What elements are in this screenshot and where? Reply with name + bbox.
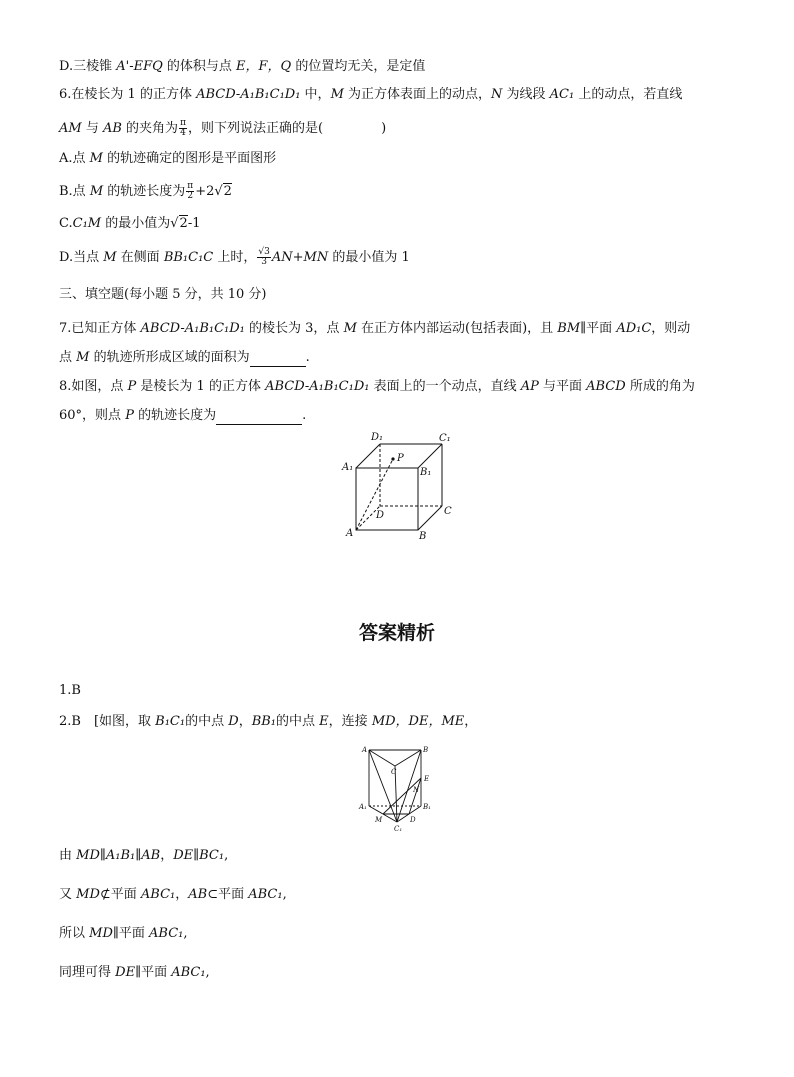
- point-m: M: [76, 350, 90, 365]
- text: ，: [464, 714, 478, 729]
- label-b: B: [423, 746, 429, 754]
- label-a1: A₁: [359, 803, 367, 811]
- point-m: M: [89, 151, 103, 166]
- text: ,: [224, 848, 229, 863]
- text: 中，: [300, 87, 331, 102]
- text: 点: [59, 350, 77, 365]
- point-p-dot: [391, 457, 394, 460]
- text: ): [381, 121, 387, 136]
- plane-name: AD₁C: [616, 321, 652, 336]
- point-d: D: [228, 714, 239, 729]
- segment-md: MD: [89, 926, 113, 941]
- q8-stem-line1: [59, 378, 695, 396]
- plane-name: ABC₁: [149, 926, 184, 941]
- text: ⊄平面: [99, 887, 141, 902]
- segment-ac1: [369, 750, 397, 822]
- text: 在正方体内部运动(包括表面)，且: [356, 321, 558, 336]
- tetrahedron-name: A'-EFQ: [116, 59, 163, 74]
- point-m: M: [103, 250, 117, 265]
- answer-blank: [216, 410, 302, 425]
- fraction: [186, 182, 194, 201]
- fraction: [179, 119, 187, 138]
- plane-name: ABC₁: [171, 965, 206, 980]
- text: 的轨迹长度为: [103, 184, 186, 199]
- label-c1: C₁: [439, 433, 451, 444]
- plane-name: ABC₁: [140, 887, 176, 902]
- plane-name: ABCD: [586, 379, 626, 394]
- line-am: AM: [59, 121, 82, 136]
- q5-option-d: [59, 58, 425, 76]
- q6-option-b: [59, 182, 232, 201]
- fraction-numerator: π: [180, 118, 186, 128]
- text: ，则下列说法正确的是(: [187, 121, 324, 136]
- point-p: P: [125, 408, 134, 423]
- q6-option-a: [59, 150, 276, 168]
- label-n: N: [413, 786, 420, 794]
- label-b1: B₁: [420, 467, 432, 478]
- label-d: D: [410, 816, 416, 824]
- text: 的轨迹长度为: [133, 408, 217, 423]
- answer-2-line4: [59, 925, 188, 943]
- text: 表面上的一个动点，直线: [369, 379, 521, 394]
- edge-bc: [395, 750, 421, 766]
- point-n: N: [491, 87, 503, 102]
- segment-md: MD: [76, 887, 100, 902]
- q8-stem-line2: [59, 407, 306, 425]
- answers-heading: 答案精析: [358, 622, 435, 644]
- point-m: M: [330, 87, 344, 102]
- label-m: M: [375, 816, 383, 824]
- edge-ac: [369, 750, 395, 766]
- text: 的体积与点: [162, 59, 237, 74]
- plane-name: ABC₁: [248, 887, 283, 902]
- cube-name: ABCD-A₁B₁C₁D₁: [140, 321, 245, 336]
- text: 60°，则点: [59, 408, 126, 423]
- text: 所成的角为: [625, 379, 695, 394]
- text: ,: [183, 926, 188, 941]
- segment-de: DE: [115, 965, 136, 980]
- text: 的中点: [276, 714, 320, 729]
- text: A.点: [59, 151, 90, 166]
- text: -1: [187, 216, 201, 231]
- prism-figure: [357, 742, 439, 836]
- cube-front-face: [356, 468, 418, 530]
- text: 8.如图，点: [59, 379, 128, 394]
- fraction: [257, 248, 270, 267]
- point-e: E: [319, 714, 329, 729]
- text: 的轨迹确定的图形是平面图形: [102, 151, 277, 166]
- text: ，: [238, 714, 252, 729]
- fraction-denominator: 3: [261, 257, 267, 267]
- section-heading-fill-in: 三、填空题(每小题 5 分，共 10 分): [59, 287, 267, 302]
- segment-ab: AB: [188, 887, 208, 902]
- text: B.点: [59, 184, 90, 199]
- point-names: E，F，Q: [236, 59, 292, 74]
- text: 的中点: [185, 714, 229, 729]
- label-a: A: [346, 528, 354, 539]
- expression: MD∥A₁B₁∥AB: [76, 848, 161, 863]
- line-ap: AP: [520, 379, 539, 394]
- text: ,: [282, 887, 287, 902]
- text: 的最小值为: [101, 216, 171, 231]
- answer-blank: [250, 352, 306, 367]
- text: C.: [59, 216, 73, 231]
- segment-an: AN: [271, 250, 293, 265]
- text: ，: [160, 848, 174, 863]
- segment-b1c1: B₁C₁: [155, 714, 186, 729]
- q6-option-c: [59, 215, 201, 233]
- label-a: A: [362, 746, 368, 754]
- sqrt-radicand: 2: [223, 184, 232, 199]
- text: +: [292, 250, 304, 265]
- point-m: M: [343, 321, 357, 336]
- segment-bb1: BB₁: [251, 714, 277, 729]
- text: ，连接: [328, 714, 372, 729]
- edge-b1c1: [418, 444, 442, 468]
- cube-name: ABCD-A₁B₁C₁D₁: [196, 87, 301, 102]
- point-m: M: [89, 184, 104, 199]
- text: D.当点: [59, 250, 104, 265]
- text: 是棱长为 1 的正方体: [136, 379, 266, 394]
- text: D.三棱锥: [59, 59, 117, 74]
- text: 为线段: [502, 87, 550, 102]
- text: 同理可得: [59, 965, 116, 980]
- line-ab: AB: [102, 121, 122, 136]
- edge-a1d1: [356, 444, 380, 468]
- sqrt-sign: √: [214, 184, 223, 199]
- edge-bc: [418, 506, 442, 530]
- text: 与: [81, 121, 103, 136]
- fraction-numerator: √3: [258, 247, 270, 257]
- label-b: B: [419, 531, 427, 542]
- label-c: C: [391, 768, 397, 776]
- sqrt-sign: √: [170, 216, 179, 231]
- segment-mn: MN: [303, 250, 329, 265]
- answer-2-line1: [59, 713, 477, 731]
- answer-2-line2: [59, 847, 228, 865]
- label-b1: B₁: [423, 803, 431, 811]
- face-name: BB₁C₁C: [163, 250, 214, 265]
- text: 上的动点，若直线: [574, 87, 683, 102]
- segment-ac1: AC₁: [549, 87, 575, 102]
- q7-stem-line1: [59, 320, 690, 338]
- text: 的棱长为 3，点: [244, 321, 344, 336]
- cube-name: ABCD-A₁B₁C₁D₁: [265, 379, 370, 394]
- text: 2.B [如图，取: [59, 714, 156, 729]
- label-p: P: [397, 453, 404, 464]
- fraction-denominator: 4: [180, 128, 186, 138]
- q7-stem-line2: [59, 349, 310, 367]
- fraction-denominator: 2: [187, 191, 194, 201]
- text: 又: [59, 887, 77, 902]
- sqrt-radicand: 2: [179, 216, 188, 231]
- expression: DE∥BC₁: [173, 848, 225, 863]
- text: ⊂平面: [207, 887, 249, 902]
- segment-ap: [356, 459, 393, 530]
- text: 在侧面: [116, 250, 164, 265]
- text: ∥平面: [580, 321, 617, 336]
- text: 所以: [59, 926, 90, 941]
- answer-2-line3: [59, 886, 287, 904]
- label-d1: D₁: [371, 432, 384, 443]
- label-c1: C₁: [394, 825, 403, 833]
- segment-list: MD，DE，ME: [371, 714, 465, 729]
- label-c: C: [444, 506, 452, 517]
- text: +2: [195, 184, 215, 199]
- text: 的轨迹所形成区域的面积为: [89, 350, 250, 365]
- text: 的位置均无关，是定值: [291, 59, 426, 74]
- label-e: E: [424, 775, 430, 783]
- line-bm: BM: [557, 321, 581, 336]
- segment-c1m: C₁M: [72, 216, 102, 231]
- text: ∥平面: [135, 965, 172, 980]
- text: 与平面: [538, 379, 587, 394]
- answer-1: 1.B: [59, 683, 81, 698]
- text: 为正方体表面上的动点，: [343, 87, 492, 102]
- text: 上时，: [213, 250, 257, 265]
- text: ，则动: [651, 321, 691, 336]
- text: ,: [205, 965, 210, 980]
- q6-stem-line1: [59, 86, 682, 104]
- cube-figure: [335, 428, 465, 542]
- text: 6.在棱长为 1 的正方体: [59, 87, 197, 102]
- text: .: [302, 408, 307, 423]
- point-p: P: [127, 379, 137, 394]
- text: ∥平面: [112, 926, 150, 941]
- text: 由: [59, 848, 77, 863]
- text: .: [305, 350, 310, 365]
- label-d: D: [376, 510, 385, 521]
- answer-2-line5: [59, 964, 210, 982]
- q6-stem-line2: [59, 119, 386, 138]
- text: 7.已知正方体: [59, 321, 141, 336]
- fraction-numerator: π: [187, 181, 194, 191]
- label-a1: A₁: [342, 462, 354, 473]
- q6-option-d: [59, 248, 410, 267]
- text: ，: [175, 887, 189, 902]
- text: 的最小值为 1: [328, 250, 410, 265]
- text: 的夹角为: [121, 121, 179, 136]
